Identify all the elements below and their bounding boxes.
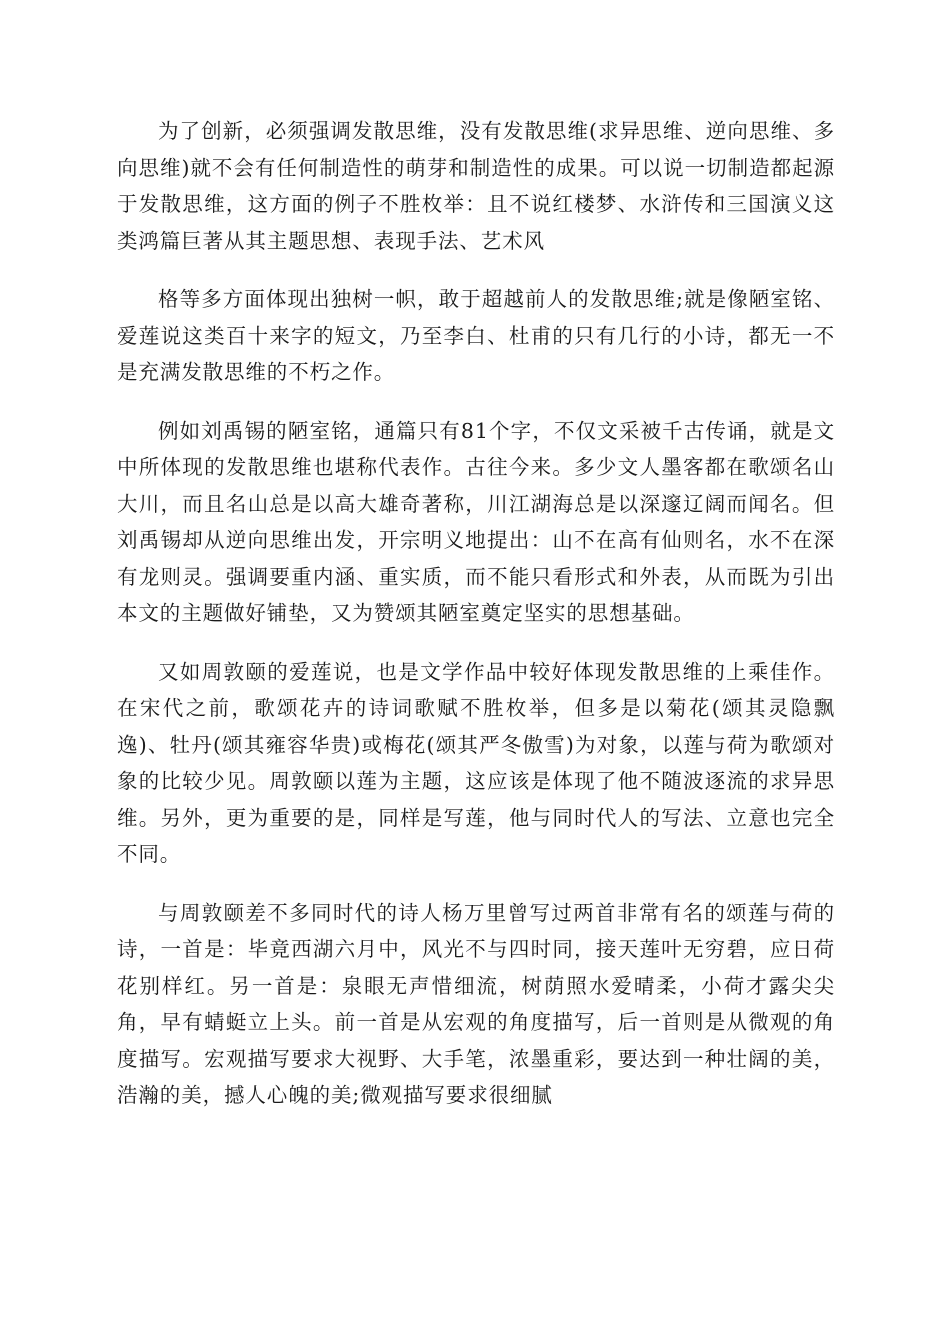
paragraph-3: 例如刘禹锡的陋室铭，通篇只有81个字，不仅文采被千古传诵，就是文中所体现的发散思维也堪称代表作。古往今来。多少文人墨客都在歌颂名山大川，而且名山总是以高大雄奇著称，川江湖海总是以深邃辽阔而闻名。但刘禹锡却从逆向思维出发，开宗明义地提出：山不在高有仙则名，水不在深有龙则灵。强调要重内涵、重实质，而不能只看形式和外表，从而既为引出本文的主题做好铺垫，又为赞颂其陋室奠定坚实的思想基础。	[117, 418, 835, 625]
paragraph-1: 为了创新，必须强调发散思维，没有发散思维(求异思维、逆向思维、多向思维)就不会有任何制造性的萌芽和制造性的成果。可以说一切制造都起源于发散思维，这方面的例子不胜枚举：且不说红楼梦、水浒传和三国演义这类鸿篇巨著从其主题思想、表现手法、艺术风	[117, 119, 835, 253]
paragraph-5: 与周敦颐差不多同时代的诗人杨万里曾写过两首非常有名的颂莲与荷的诗，一首是：毕竟西湖六月中，风光不与四时同，接天莲叶无穷碧，应日荷花别样红。另一首是：泉眼无声惜细流，树荫照水爱晴柔，小荷才露尖尖角，早有蜻蜓立上头。前一首是从宏观的角度描写，后一首则是从微观的角度描写。宏观描写要求大视野、大手笔，浓墨重彩，要达到一种壮阔的美，浩瀚的美，撼人心魄的美;微观描写要求很细腻	[117, 900, 835, 1107]
document-body	[117, 113, 835, 1136]
paragraph-4: 又如周敦颐的爱莲说，也是文学作品中较好体现发散思维的上乘佳作。在宋代之前，歌颂花卉的诗词歌赋不胜枚举，但多是以菊花(颂其灵隐飘逸)、牡丹(颂其雍容华贵)或梅花(颂其严冬傲雪)为对象，以莲与荷为歌颂对象的比较少见。周敦颐以莲为主题，这应该是体现了他不随波逐流的求异思维。另外，更为重要的是，同样是写莲，他与同时代人的写法、立意也完全不同。	[117, 659, 835, 866]
paragraph-2: 格等多方面体现出独树一帜，敢于超越前人的发散思维;就是像陋室铭、爱莲说这类百十来字的短文，乃至李白、杜甫的只有几行的小诗，都无一不是充满发散思维的不朽之作。	[117, 287, 835, 384]
